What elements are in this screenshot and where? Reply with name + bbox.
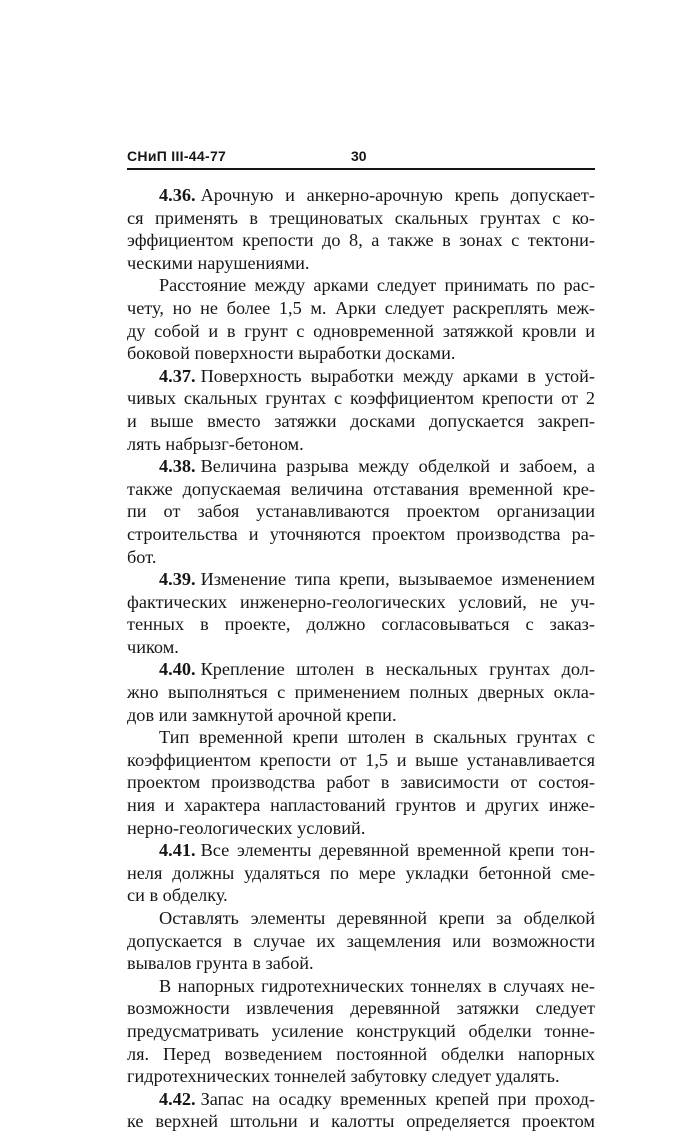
text-line: си в обделку.	[127, 885, 228, 906]
text-line: лять набрызг-бетоном.	[127, 433, 304, 454]
text-line: ке верхней штольни и калотты определяется проектом	[127, 1111, 595, 1132]
text-line: и выше вместо затяжки досками допускается закреп-	[127, 410, 595, 431]
clause-number: 4.37.	[159, 365, 196, 386]
document-body	[127, 184, 595, 1133]
text-line: допускается в случае их защемления или возможности	[127, 930, 595, 951]
text-line	[127, 455, 595, 478]
text-line: чиком.	[127, 636, 179, 657]
text-line	[127, 184, 595, 207]
paragraph-support-type	[127, 726, 595, 839]
line-text: Крепление штолен в нескальных грунтах дол-	[200, 659, 595, 680]
page-header	[127, 148, 595, 168]
text-line: неля должны удаляться по мере укладки бетонной сме-	[127, 862, 595, 883]
clause-number: 4.39.	[159, 569, 196, 590]
text-line: бот.	[127, 546, 157, 567]
paragraph-leave-elements	[127, 907, 595, 975]
text-line: ческими нарушениями.	[127, 252, 310, 273]
text-line: проектом производства работ в зависимости от состоя-	[127, 772, 595, 793]
text-line: чивых скальных грунтах с коэффициентом крепости от 2	[127, 388, 595, 409]
text-line: жно выполняться с применением полных дверных окла-	[127, 682, 595, 703]
page-number: 30	[351, 148, 367, 164]
line-text: Поверхность выработки между арками в устой-	[200, 365, 595, 386]
text-line	[127, 365, 595, 388]
text-line: строительства и уточняются проектом производства ра-	[127, 523, 595, 544]
text-line: Расстояние между арками следует принимать по рас-	[159, 275, 595, 296]
text-line	[127, 1088, 595, 1111]
text-line: дов или замкнутой арочной крепи.	[127, 704, 397, 725]
text-line: нерно-геологических условий.	[127, 817, 366, 838]
line-text: Величина разрыва между обделкой и забоем, а	[200, 456, 595, 477]
clause-number: 4.42.	[159, 1088, 196, 1109]
text-line: ния и характера напластований грунтов и других инже-	[127, 795, 595, 816]
text-line	[127, 658, 595, 681]
text-line: гидротехнических тоннелей забутовку следует удалять.	[127, 1066, 560, 1087]
line-text: Арочную и анкерно-арочную крепь допускает-	[200, 185, 595, 205]
text-line: чету, но не более 1,5 м. Арки следует раскреплять меж-	[127, 297, 595, 318]
text-line: Тип временной крепи штолен в скальных грунтах с	[159, 727, 595, 748]
text-line: коэффициентом крепости от 1,5 и выше устанавливается	[127, 749, 595, 770]
text-line: В напорных гидротехнических тоннелях в случаях не-	[159, 975, 595, 996]
text-line	[127, 568, 595, 591]
text-line: ся применять в трещиноватых скальных грунтах с ко-	[127, 207, 595, 228]
text-line: возможности извлечения деревянной затяжки следует	[127, 998, 595, 1019]
paragraph-4-40	[127, 658, 595, 726]
paragraph-4-39	[127, 568, 595, 658]
text-line: тенных в проекте, должно согласовываться с заказ-	[127, 614, 595, 635]
text-line: предусматривать усиление конструкций обделки тонне-	[127, 1020, 595, 1041]
clause-number: 4.36.	[159, 185, 196, 205]
header-rule	[127, 168, 595, 170]
paragraph-4-42	[127, 1088, 595, 1133]
paragraph-4-36	[127, 184, 595, 274]
clause-number: 4.40.	[159, 659, 196, 680]
paragraph-arch-spacing	[127, 274, 595, 364]
paragraph-4-41	[127, 839, 595, 907]
line-text: Все элементы деревянной временной крепи тон-	[200, 840, 595, 861]
text-line: вывалов грунта в забой.	[127, 953, 314, 974]
document-code: СНиП III-44-77	[127, 148, 227, 164]
text-line	[127, 839, 595, 862]
text-line: ля. Перед возведением постоянной обделки напорных	[127, 1043, 595, 1064]
text-line: фактических инженерно-геологических условий, не уч-	[127, 591, 595, 612]
text-line: Оставлять элементы деревянной крепи за обделкой	[159, 908, 595, 928]
text-line: пи от забоя устанавливаются проектом организации	[127, 501, 595, 522]
text-line: также допускаемая величина отставания временной кре-	[127, 478, 595, 499]
clause-number: 4.41.	[159, 840, 196, 861]
line-text: Изменение типа крепи, вызываемое изменением	[200, 569, 595, 590]
paragraph-4-38	[127, 455, 595, 568]
paragraph-pressure-tunnels	[127, 975, 595, 1088]
text-line: эффициентом крепости до 8, а также в зонах с тектони-	[127, 230, 595, 251]
line-text: Запас на осадку временных крепей при проход-	[200, 1088, 595, 1109]
paragraph-4-37	[127, 365, 595, 455]
text-line: ду собой и в грунт с одновременной затяжкой кровли и	[127, 320, 595, 341]
text-line: боковой поверхности выработки досками.	[127, 343, 456, 364]
clause-number: 4.38.	[159, 456, 196, 477]
